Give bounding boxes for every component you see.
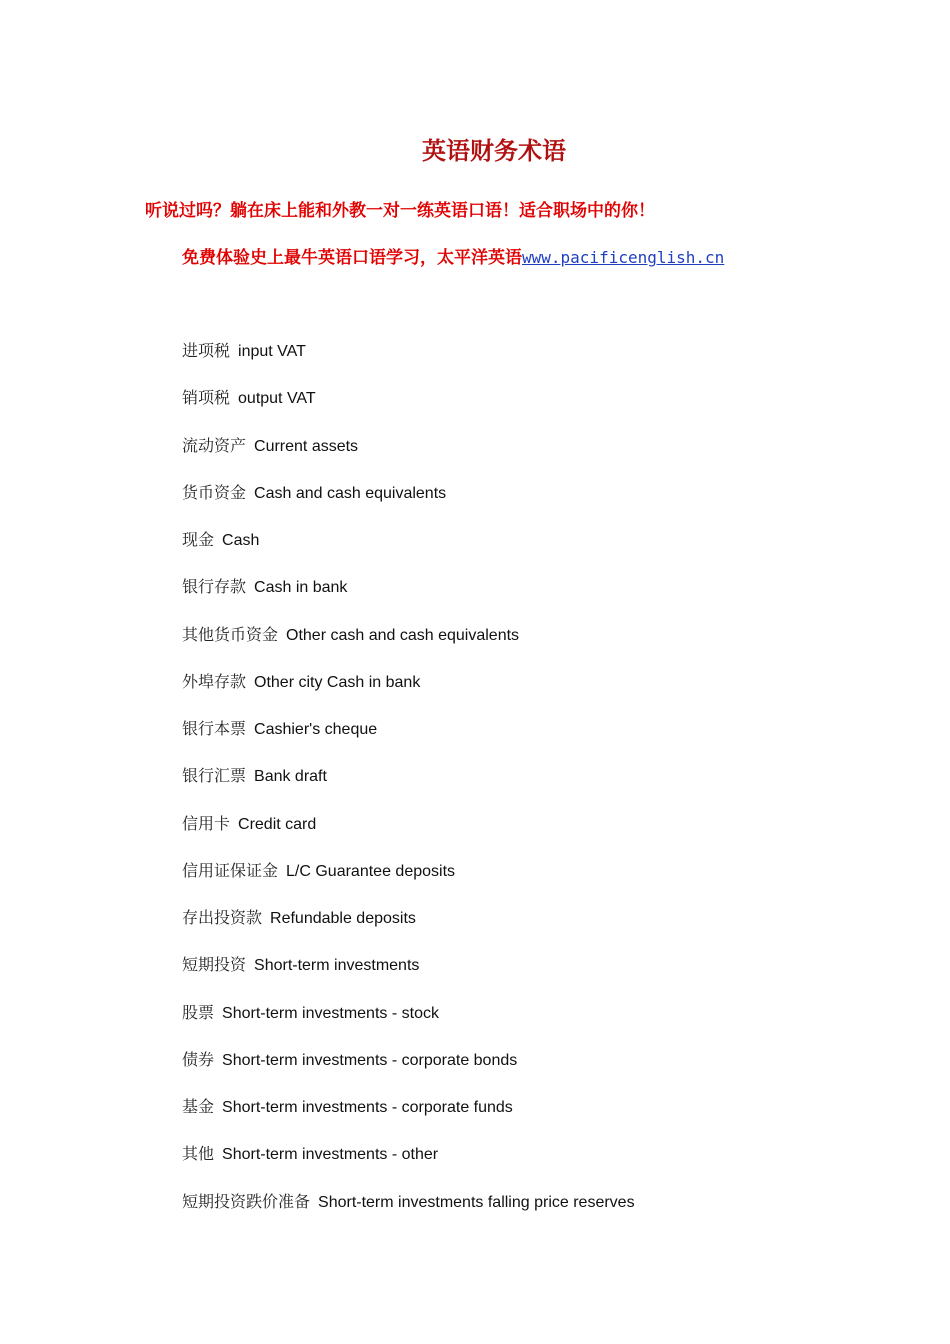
term-chinese: 短期投资跌价准备 <box>182 1191 311 1211</box>
term-item <box>182 1189 635 1236</box>
term-english: output VAT <box>238 390 316 408</box>
promo-line: 听说过吗？躺在床上能和外教一对一练英语口语！适合职场中的你！ <box>145 201 655 221</box>
term-item <box>182 763 635 810</box>
pacificenglish-link[interactable]: www.pacificenglish.cn <box>522 248 725 267</box>
term-english: Current assets <box>254 437 359 455</box>
term-english: Credit card <box>238 815 317 833</box>
term-chinese: 其他 <box>182 1144 215 1164</box>
term-english: Short-term investments falling price reserves <box>318 1193 635 1211</box>
term-item <box>182 952 635 999</box>
term-chinese: 股票 <box>182 1002 215 1022</box>
term-chinese: 流动资产 <box>182 435 247 455</box>
term-item <box>182 716 635 763</box>
term-chinese: 信用证保证金 <box>182 860 279 880</box>
term-item <box>182 1047 635 1094</box>
term-chinese: 债券 <box>182 1049 215 1069</box>
term-item <box>182 574 635 621</box>
term-item <box>182 669 635 716</box>
term-item <box>182 622 635 669</box>
term-english: Cash and cash equivalents <box>254 484 447 502</box>
term-chinese: 存出投资款 <box>182 908 263 927</box>
term-item <box>182 1094 635 1141</box>
term-english: Short-term investments <box>254 957 420 975</box>
term-english: Short-term investments - corporate funds <box>222 1099 513 1116</box>
term-english: L/C Guarantee deposits <box>286 862 456 880</box>
term-item <box>182 385 635 432</box>
term-english: Short-term investments - other <box>222 1146 439 1164</box>
term-english: Other cash and cash equivalents <box>286 626 520 644</box>
term-chinese: 进项税 <box>182 341 231 360</box>
term-item <box>182 338 635 385</box>
term-item <box>182 480 635 527</box>
term-item <box>182 905 635 952</box>
promo-text: 免费体验史上最牛英语口语学习，太平洋英语 <box>182 248 522 268</box>
term-chinese: 银行本票 <box>182 719 247 738</box>
term-item <box>182 858 635 905</box>
page-title: 英语财务术语 <box>422 136 566 165</box>
term-item <box>182 433 635 480</box>
term-chinese: 其他货币资金 <box>182 624 279 644</box>
promo-line-with-link <box>182 245 724 271</box>
term-english: Short-term investments - stock <box>222 1004 439 1022</box>
term-english: Cash <box>222 532 260 549</box>
term-chinese: 银行汇票 <box>182 766 247 786</box>
term-english: Refundable deposits <box>270 910 416 927</box>
term-english: Short-term investments - corporate bonds <box>222 1051 518 1069</box>
term-item <box>182 1000 635 1047</box>
term-chinese: 银行存款 <box>182 577 247 597</box>
term-item <box>182 527 635 574</box>
term-chinese: 现金 <box>182 530 215 549</box>
term-chinese: 基金 <box>182 1097 215 1116</box>
term-english: Cash in bank <box>254 579 348 597</box>
term-item <box>182 1141 635 1188</box>
term-chinese: 外埠存款 <box>182 671 247 691</box>
term-list <box>182 338 635 1236</box>
term-chinese: 货币资金 <box>182 482 247 502</box>
term-chinese: 短期投资 <box>182 955 247 975</box>
term-english: input VAT <box>238 343 306 360</box>
term-english: Other city Cash in bank <box>254 673 421 691</box>
term-chinese: 信用卡 <box>182 813 231 833</box>
term-english: Cashier's cheque <box>254 721 378 738</box>
term-english: Bank draft <box>254 768 327 786</box>
term-chinese: 销项税 <box>182 388 231 408</box>
term-item <box>182 811 635 858</box>
